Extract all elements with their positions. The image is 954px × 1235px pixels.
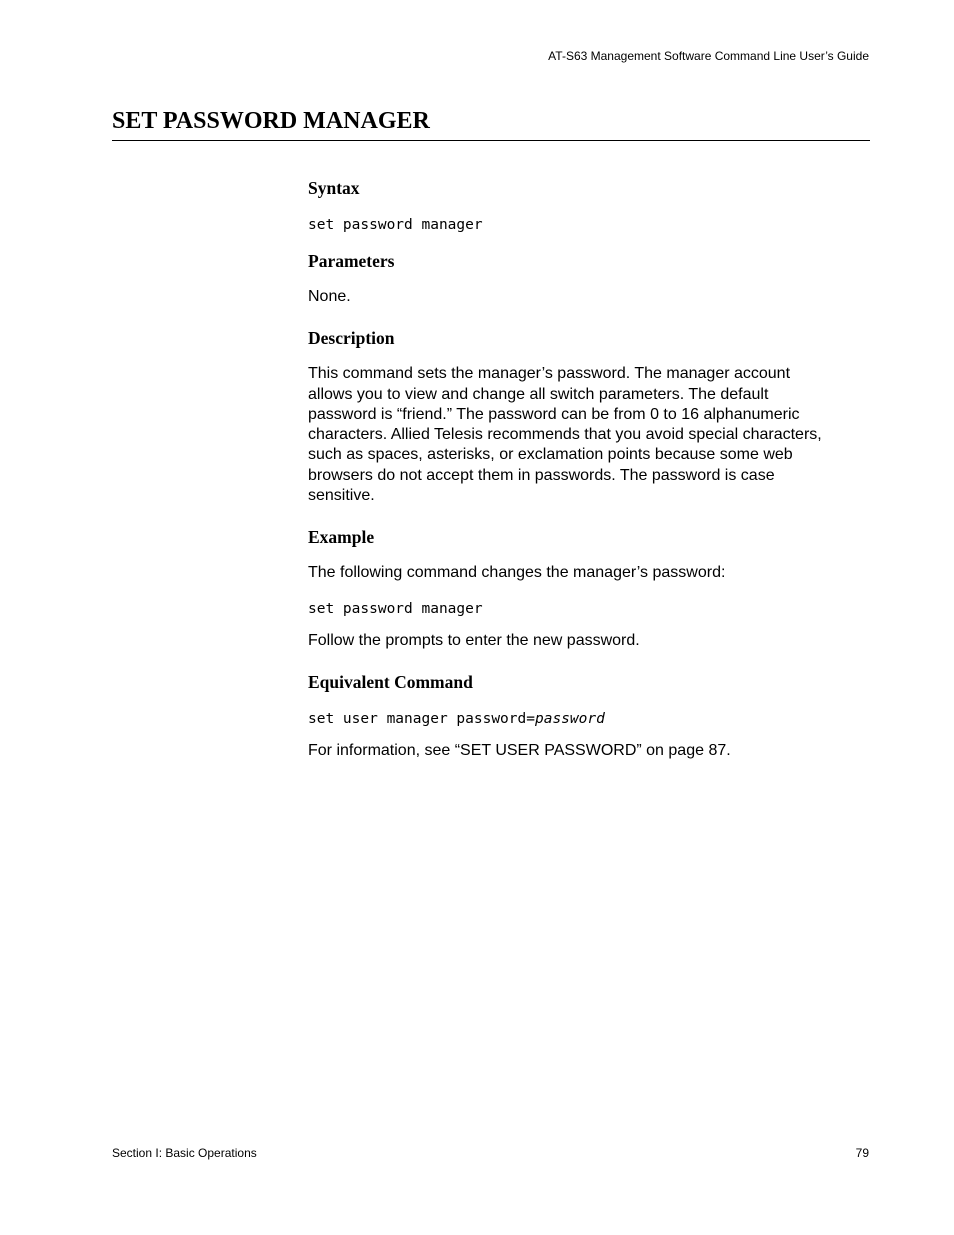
description-line: password is “friend.” The password can be from 0 to 16 alphanumeric bbox=[308, 405, 800, 423]
footer-section-label: Section I: Basic Operations bbox=[112, 1146, 257, 1160]
parameters-heading: Parameters bbox=[308, 251, 395, 271]
description-heading: Description bbox=[308, 328, 395, 349]
example-intro: The following command changes the manager’s password: bbox=[308, 564, 726, 582]
description-line: This command sets the manager’s password. The manager account bbox=[308, 365, 791, 383]
description-paragraph bbox=[308, 364, 868, 506]
syntax-code: set password manager bbox=[308, 217, 483, 233]
description-line: browsers do not accept them in passwords. The password is case bbox=[308, 466, 775, 484]
parameters-text: None. bbox=[308, 288, 351, 305]
equivalent-command-code-prefix: set user manager password= bbox=[308, 710, 535, 727]
footer-page-number: 79 bbox=[855, 1146, 869, 1160]
example-followup: Follow the prompts to enter the new password. bbox=[308, 631, 640, 649]
equivalent-command-reference: For information, see “SET USER PASSWORD” on page 87. bbox=[308, 741, 731, 759]
equivalent-command-code bbox=[308, 709, 868, 729]
main-content bbox=[308, 176, 868, 761]
description-line: allows you to view and change all switch parameters. The default bbox=[308, 385, 769, 403]
description-line: such as spaces, asterisks, or exclamation points because some web bbox=[308, 446, 793, 464]
equivalent-command-code-variable: password bbox=[534, 710, 605, 727]
running-header: AT-S63 Management Software Command Line User’s Guide bbox=[548, 49, 869, 63]
equivalent-command-heading: Equivalent Command bbox=[308, 671, 473, 692]
description-line: characters. Allied Telesis recommends that you avoid special characters, bbox=[308, 426, 822, 444]
syntax-heading: Syntax bbox=[308, 178, 360, 198]
page-title: SET PASSWORD MANAGER bbox=[112, 108, 430, 134]
description-line: sensitive. bbox=[308, 487, 375, 505]
example-heading: Example bbox=[308, 527, 375, 548]
example-code: set password manager bbox=[308, 600, 483, 617]
title-rule bbox=[112, 140, 870, 141]
